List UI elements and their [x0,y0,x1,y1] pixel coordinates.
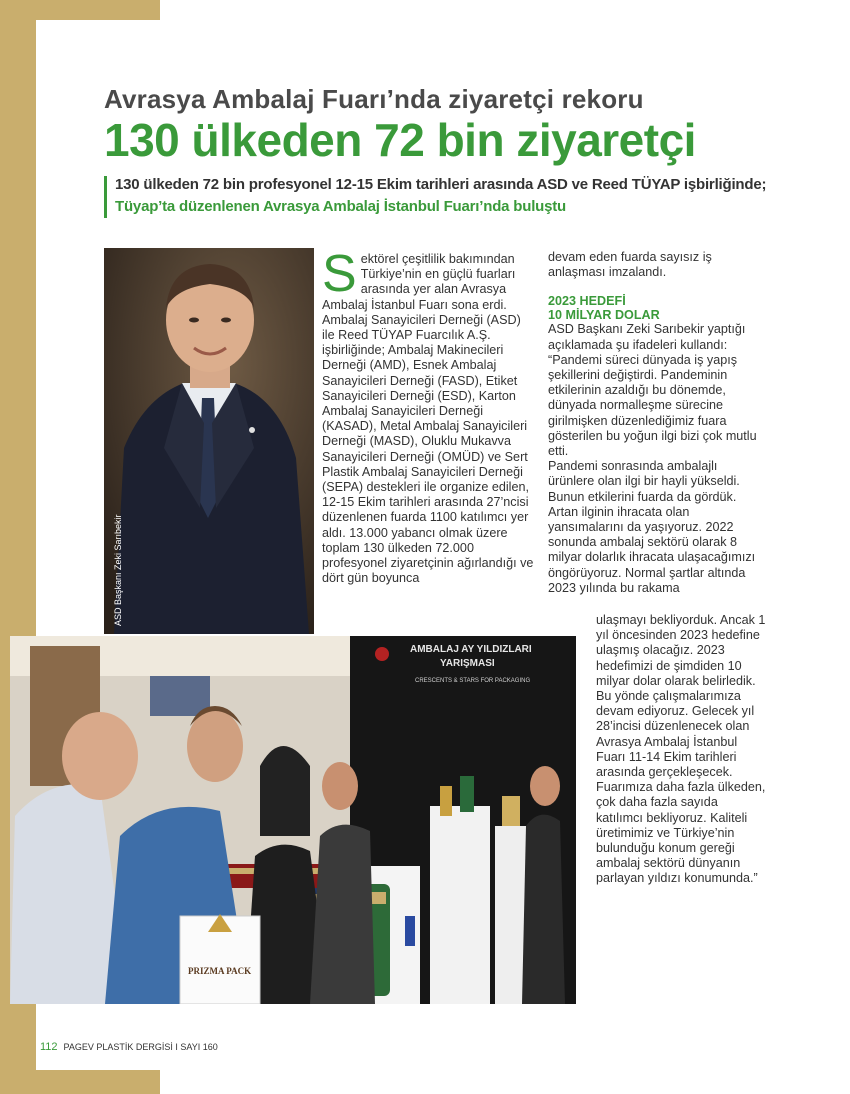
portrait-caption: ASD Başkanı Zeki Sarıbekir [113,514,123,626]
column-2-quote: ASD Başkanı Zeki Sarıbekir yaptığı açıklamada şu ifadeleri kullandı: “Pandemi süreci dünyada iş yapış şekillerini değiştirdi. Pandeminin etkilerinin azaldığı bu dönemde, dünyada normalleşme sürecine girilmişken düzenlediğimiz fuara gösterilen bu yoğun ilgi bizi çok mutlu etti. [548,322,757,459]
portrait-photo [104,248,314,634]
lead-accent-bar [104,176,107,218]
portrait-illustration [104,248,314,634]
publication-name: PAGEV PLASTİK DERGİSİ I SAYI 160 [63,1042,218,1052]
bag-logo: PRIZMA PACK [188,966,252,976]
column-2-intro: devam eden fuarda sayısız iş anlaşması imzalandı. [548,250,712,280]
page-number: 112 [40,1041,58,1053]
lead-line-2: Tüyap’ta düzenlenen Avrasya Ambalaj İstanbul Fuarı’nda buluştu [115,198,567,215]
column-2-paragraph-2: Pandemi sonrasında ambalajlı ürünlere olan ilgi bir hayli yükseldi. Bunun etkilerini fuarda da gördük. Artan ilginin ihracata olan yansımalarını da yaşıyoruz. 2022 sonunda ambalaj sektörü olarak 8 milyar dolarlık ihracata ulaşacağımızı öngörüyoruz. Normal şartlar altında 2023 yılında bu rakama [548,459,756,595]
gold-frame-bottom [0,1070,160,1094]
column-1-text: ektörel çeşitlilik bakımından Türkiye’nin en güçlü fuarları arasında yer alan Avrasya Ambalaj İstanbul Fuarı sona erdi. Ambalaj Sanayicileri Derneği (ASD) ile Reed TÜYAP Fuarcılık A.Ş. işbirliğinde; Ambalaj Makinecileri Derneği (AMD), Esnek Ambalaj Sanayicileri Derneği (FASD), Etiket Sanayicileri Derneği (ESD), Karton Ambalaj Sanayicileri Derneği (KASAD), Metal Ambalaj Sanayicileri Derneği (MASD), Oluklu Mukavva Sanayicileri Derneği (OMÜD) ve Sert Plastik Ambalaj Sanayicileri Derneği (SEPA) destekleri ile organize edilen, 12-15 Ekim tarihleri arasında 27’ncisi düzenlenen fuarda 1100 katılımcı yer aldı. 13.000 yabancı olmak üzere toplam 130 ülkeden 72.000 profesyonel ziyaretçinin ağırlandığı ve dört gün boyunca [322,252,534,586]
article-column-3 [596,613,766,887]
article-headline: 130 ülkeden 72 bin ziyaretçi [104,114,696,166]
dropcap: S [322,245,357,303]
fair-photo [10,636,576,1004]
booth-sign-line-2: YARIŞMASI [440,658,495,669]
article-column-2 [548,250,758,596]
booth-sign-line-3: CRESCENTS & STARS FOR PACKAGING [415,678,531,684]
article-column-1 [322,245,534,586]
subhead-line-2: 10 MİLYAR DOLAR [548,308,660,323]
subhead-line-1: 2023 HEDEFİ [548,294,626,309]
fair-illustration [10,636,576,1004]
article-kicker: Avrasya Ambalaj Fuarı’nda ziyaretçi rekoru [104,84,644,114]
page-footer [40,1041,218,1053]
column-3-text: ulaşmayı bekliyorduk. Ancak 1 yıl öncesinden 2023 hedefine ulaşmış olacağız. 2023 hedefimizi de şimdiden 10 milyar dolar olarak belirledik. Bu yönde çalışmalarımıza devam ediyoruz. Gelecek yıl 28’incisi düzenlenecek olan Avrasya Ambalaj İstanbul Fuarı 11-14 Ekim tarihleri arasında gerçekleşecek. Fuarımıza daha fazla ülkeden, çok daha fazla sayıda katılımcı bekliyoruz. Kaliteli üretimimiz ve Türkiye’nin bulunduğu konum gereği ambalaj sektörü dünyanın parlayan yıldızı konumunda.” [596,613,766,886]
section-subhead [548,294,758,322]
booth-sign-line-1: AMBALAJ AY YILDIZLARI [410,644,532,655]
lead-line-1: 130 ülkeden 72 bin profesyonel 12-15 Ekim tarihleri arasında ASD ve Reed TÜYAP işbirliğinde; [115,176,767,193]
